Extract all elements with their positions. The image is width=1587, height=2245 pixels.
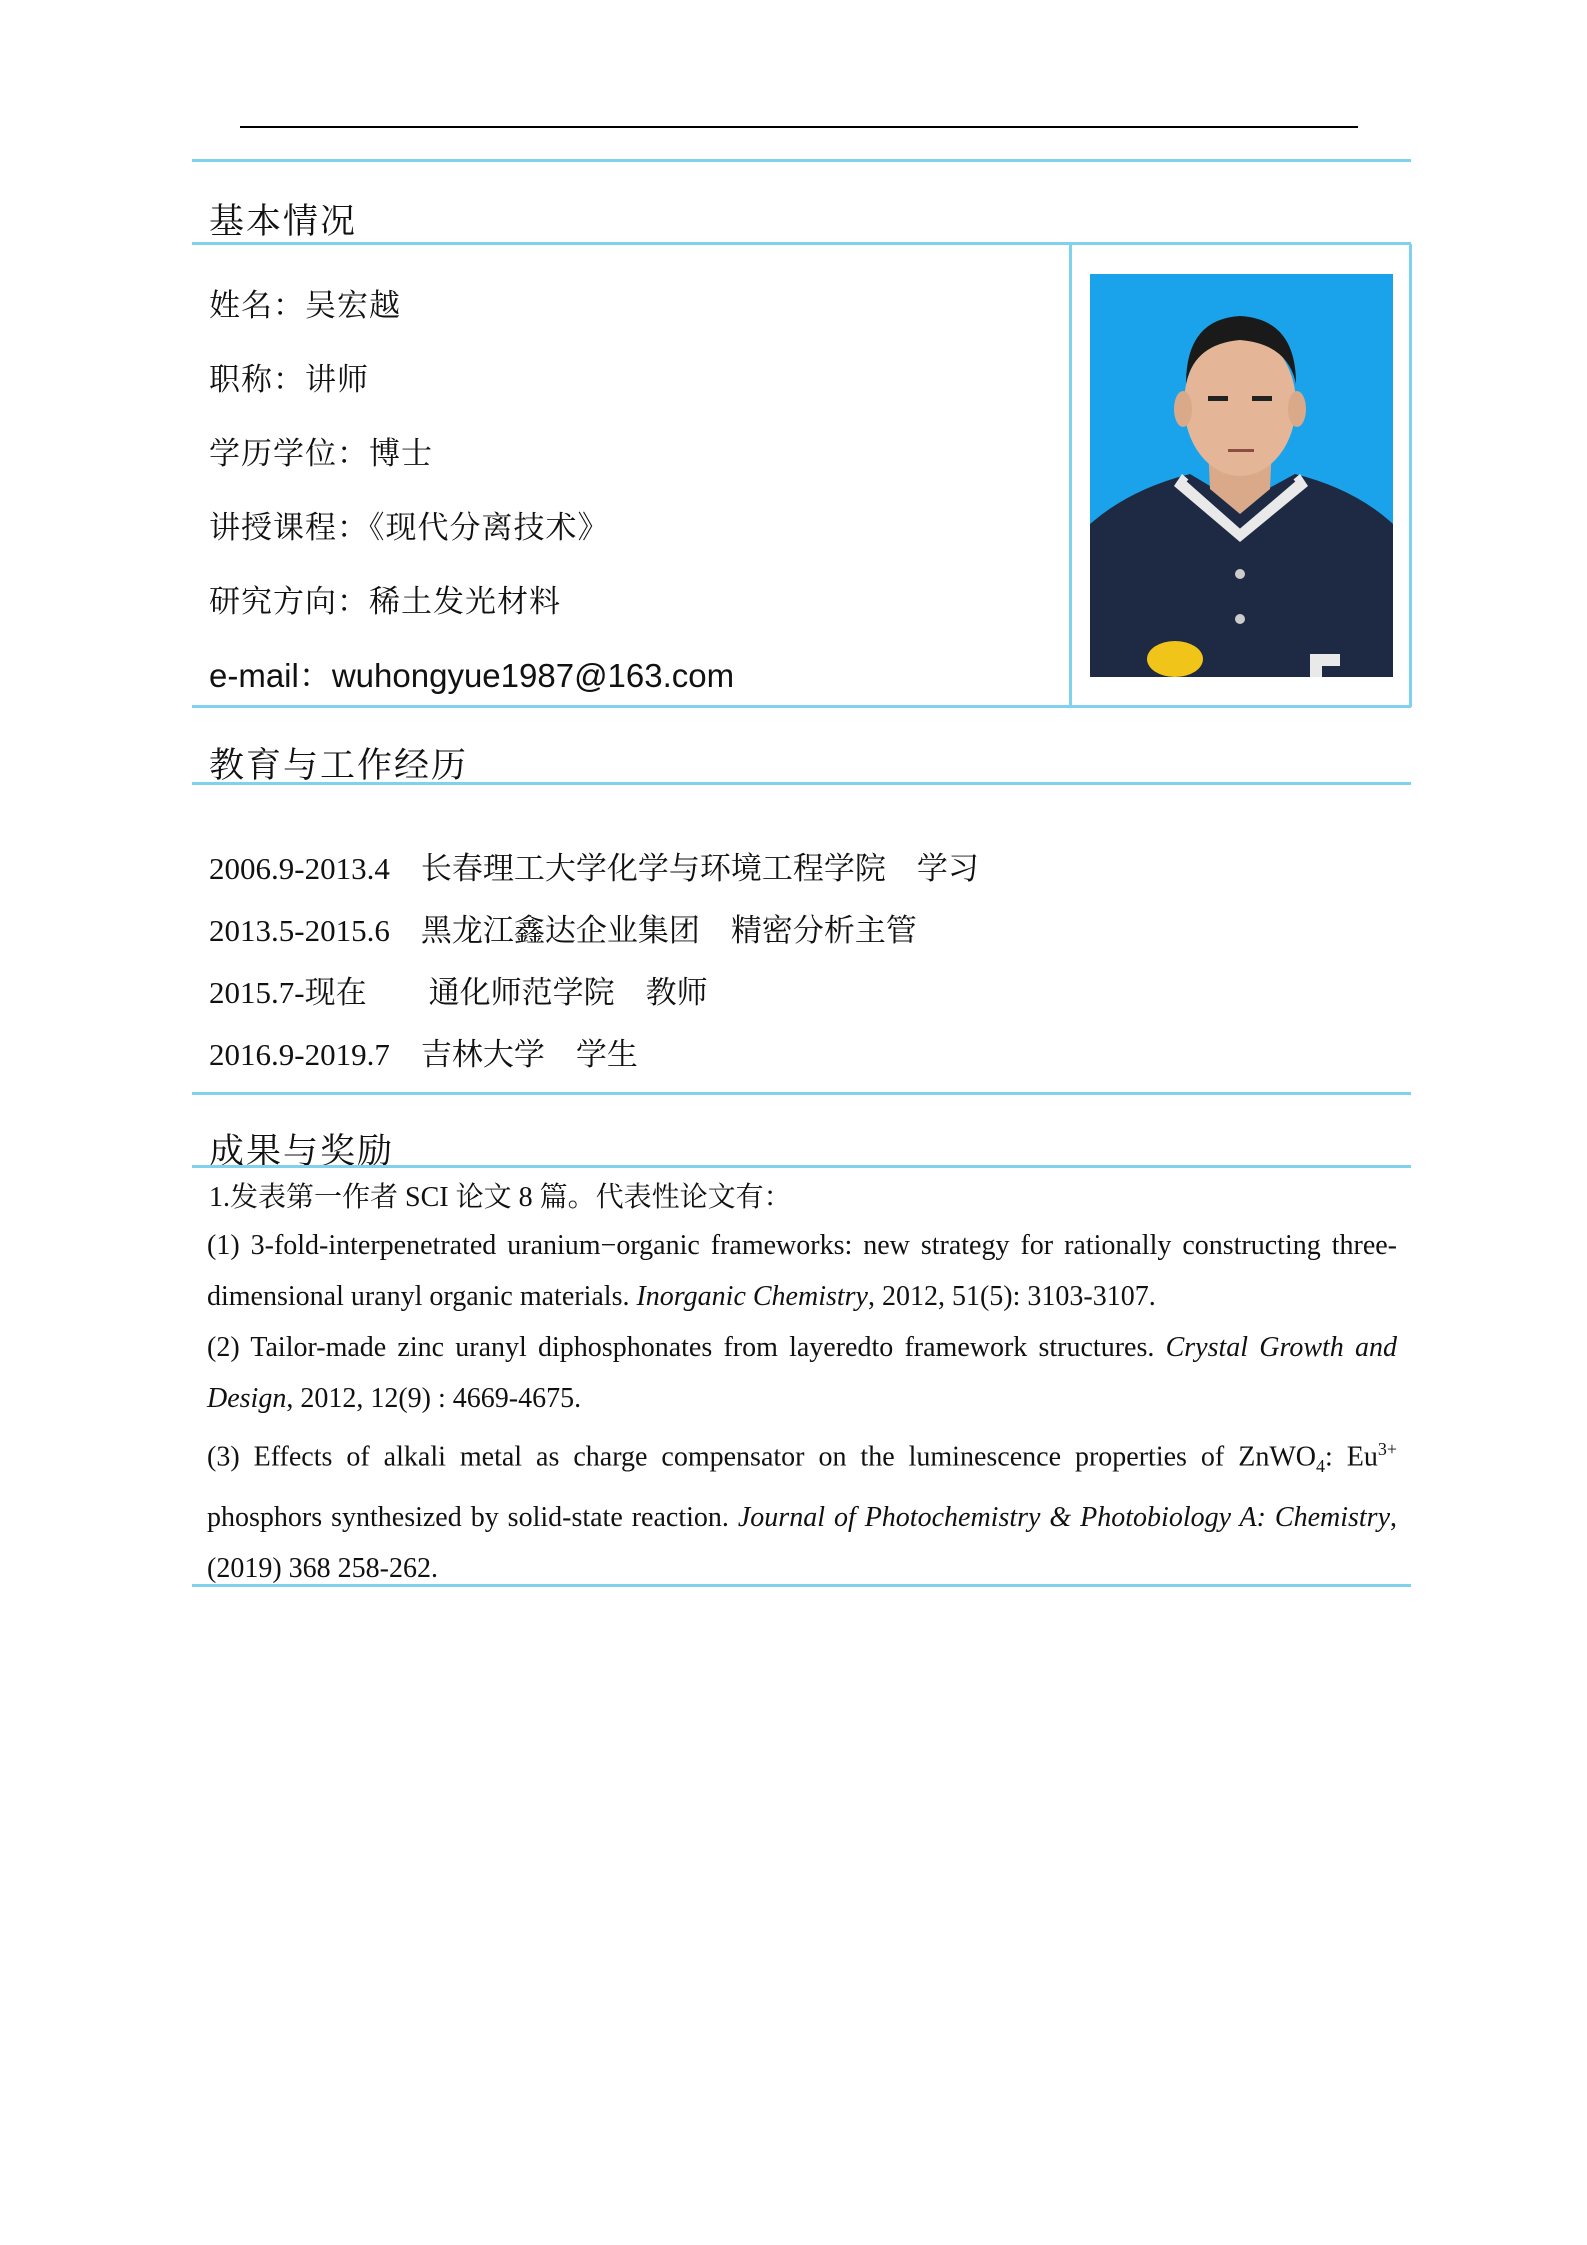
journal-name: Crystal Growth and Design [207, 1332, 1397, 1414]
paper-2: (2) Tailor-made zinc uranyl diphosphonates from layeredto framework structures. Crystal Growth and Design, 2012, 12(9) : 4669-4675. [207, 1332, 1397, 1414]
divider [192, 782, 1411, 785]
section-title-basic: 基本情况 [209, 202, 358, 242]
section-title-education: 教育与工作经历 [209, 746, 469, 786]
info-degree: 学历学位：博士 [209, 436, 433, 472]
info-research: 研究方向：稀土发光材料 [209, 584, 561, 620]
divider [192, 705, 1411, 708]
info-title: 职称：讲师 [209, 362, 369, 398]
paper-3: (3) Effects of alkali metal as charge compensator on the luminescence properties of ZnWO$_4$: $Eu^{3+}$ phosphors synthesized by solid-state reaction. Journal of Photochemistry & Photobiology A: Chemistry, (2019) 368 258-262. [207, 1439, 1397, 1584]
section-title-achievements: 成果与奖励 [209, 1132, 395, 1172]
info-column-divider [1069, 244, 1072, 707]
divider [192, 1584, 1411, 1587]
info-course: 讲授课程：《现代分离技术》 [209, 510, 610, 546]
divider [192, 1165, 1411, 1168]
paper-1: (1) 3-fold-interpenetrated uranium−organic frameworks: new strategy for rationally constructing three-dimensional uranyl organic materials. Inorganic Chemistry, 2012, 51(5): 3103-3107. [207, 1230, 1397, 1312]
education-item: 2016.9-2019.7 吉林大学 学生 [209, 1037, 638, 1072]
journal-name: Inorganic Chemistry [636, 1281, 868, 1312]
divider [192, 159, 1411, 162]
education-item: 2013.5-2015.6 黑龙江鑫达企业集团 精密分析主管 [209, 913, 917, 948]
achievements-intro: 1.发表第一作者 SCI 论文 8 篇。代表性论文有： [209, 1182, 792, 1213]
divider [192, 242, 1411, 245]
divider [192, 1092, 1411, 1095]
journal-name: Journal of Photochemistry & Photobiology A: Chemistry [737, 1501, 1390, 1533]
education-item: 2006.9-2013.4 长春理工大学化学与环境工程学院 学习 [209, 851, 979, 886]
info-email: e-mail：wuhongyue1987@163.com [209, 657, 735, 694]
education-item: 2015.7-现在 通化师范学院 教师 [209, 975, 708, 1010]
info-name: 姓名：吴宏越 [209, 288, 401, 324]
profile-photo [1090, 274, 1393, 677]
header-rule [240, 126, 1358, 128]
info-right-border [1409, 244, 1412, 707]
